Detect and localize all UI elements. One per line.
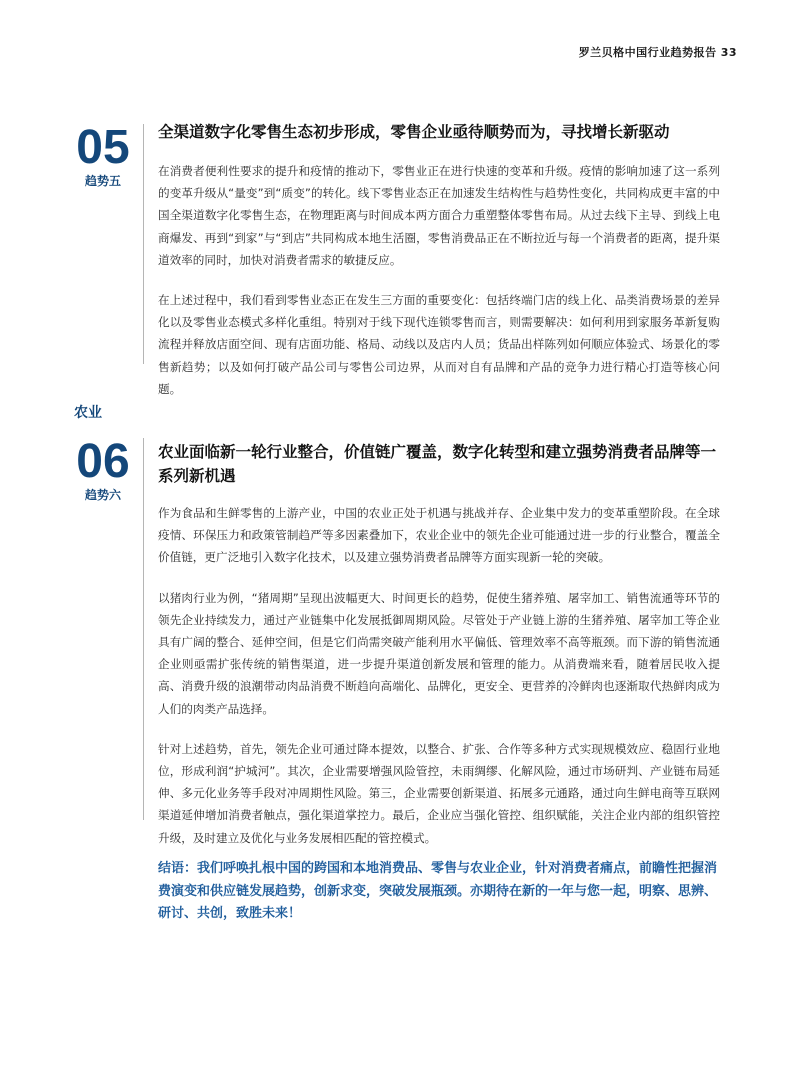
trend5-number-block (72, 121, 134, 189)
trend5-label: 趋势五 (84, 174, 121, 188)
trend6-paragraph-2: 以猪肉行业为例，“猪周期”呈现出波幅更大、时间更长的趋势，促使生猪养殖、屠宰加工、销售流通等环节的领先企业持续发力，通过产业链集中化发展抵御周期风险。尽管处于产业链上游的生猪养殖、屠宰加工等企业具有广阔的整合、延伸空间，但是它们尚需突破产能利用水平偏低、管理效率不高等瓶颈。而下游的销售流通企业则亟需扩张传统的销售渠道，进一步提升渠道创新发展和管理的能力。从消费端来看，随着居民收入提高、消费升级的浪潮带动肉品消费不断趋向高端化、品牌化，更安全、更营养的冷鲜肉也逐渐取代热鲜肉成为人们的肉类产品选择。 (158, 590, 720, 716)
page-number: 33 (720, 46, 737, 59)
trend6-label: 趋势六 (84, 488, 121, 502)
trend6-divider (143, 438, 144, 820)
trend6-paragraph-1: 作为食品和生鲜零售的上游产业，中国的农业正处于机遇与挑战并存、企业集中发力的变革重塑阶段。在全球疫情、环保压力和政策管制趋严等多因素叠加下，农业企业中的领先企业可能通过进一步的行业整合，覆盖全价值链，更广泛地引入数字化技术，以及建立强势消费者品牌等方面实现新一轮的突破。 (158, 506, 720, 565)
trend6-number-block (72, 435, 134, 503)
page-header (579, 44, 737, 60)
trend5-title: 全渠道数字化零售生态初步形成，零售企业亟待顺势而为，寻找增长新驱动 (158, 123, 670, 141)
trend6-title: 农业面临新一轮行业整合，价值链广覆盖，数字化转型和建立强势消费者品牌等一系列新机遇 (158, 443, 717, 485)
report-title: 罗兰贝格中国行业趋势报告 (578, 46, 717, 59)
trend6-paragraph-3: 针对上述趋势，首先，领先企业可通过降本提效，以整合、扩张、合作等多种方式实现规模效应、稳固行业地位，形成利润“护城河”。其次，企业需要增强风险管控，未雨绸缪、化解风险，通过市场研判、产业链布局延伸、多元化业务等手段对冲周期性风险。第三，企业需要创新渠道、拓展多元通路，通过向生鲜电商等互联网渠道延伸增加消费者触点，强化渠道掌控力。最后，企业应当强化管控、组织赋能，关注企业内部的组织管控升级，及时建立及优化与业务发展相匹配的管控模式。 (158, 741, 720, 845)
trend5-content (158, 120, 720, 400)
category-heading: 农业 (74, 405, 102, 421)
trend6-content (158, 440, 720, 849)
trend5-paragraph-1: 在消费者便利性要求的提升和疫情的推动下，零售业正在进行快速的变革和升级。疫情的影响加速了这一系列的变革升级从“量变”到“质变”的转化。线下零售业态正在加速发生结构性与趋势性变化，共同构成更丰富的中国全渠道数字化零售生态，在物理距离与时间成本两方面合力重塑整体零售布局。从过去线下主导、到线上电商爆发、再到“到家”与“到店”共同构成本地生活圈，零售消费品正在不断拉近与每一个消费者的距离，提升渠道效率的同时，加快对消费者需求的敏捷反应。 (158, 164, 720, 267)
trend6-number: 06 (76, 435, 130, 488)
conclusion-text: 结语：我们呼唤扎根中国的跨国和本地消费品、零售与农业企业，针对消费者痛点，前瞻性把握消费演变和供应链发展趋势，创新求变，突破发展瓶颈。亦期待在新的一年与您一起，明察、思辨、研讨、共创，致胜未来！ (158, 861, 718, 921)
trend5-number: 05 (76, 121, 130, 174)
trend5-divider (143, 124, 144, 364)
trend5-paragraph-2: 在上述过程中，我们看到零售业态正在发生三方面的重要变化：包括终端门店的线上化、品类消费场景的差异化以及零售业态模式多样化重组。特别对于线下现代连锁零售而言，则需要解决：如何利用到家服务革新复购流程并释放店面空间、现有店面功能、格局、动线以及店内人员；货品出样陈列如何顺应体验式、场景化的零售新趋势；以及如何打破产品公司与零售公司边界，从而对自有品牌和产品的竞争力进行精心打造等核心问题。 (158, 293, 720, 396)
